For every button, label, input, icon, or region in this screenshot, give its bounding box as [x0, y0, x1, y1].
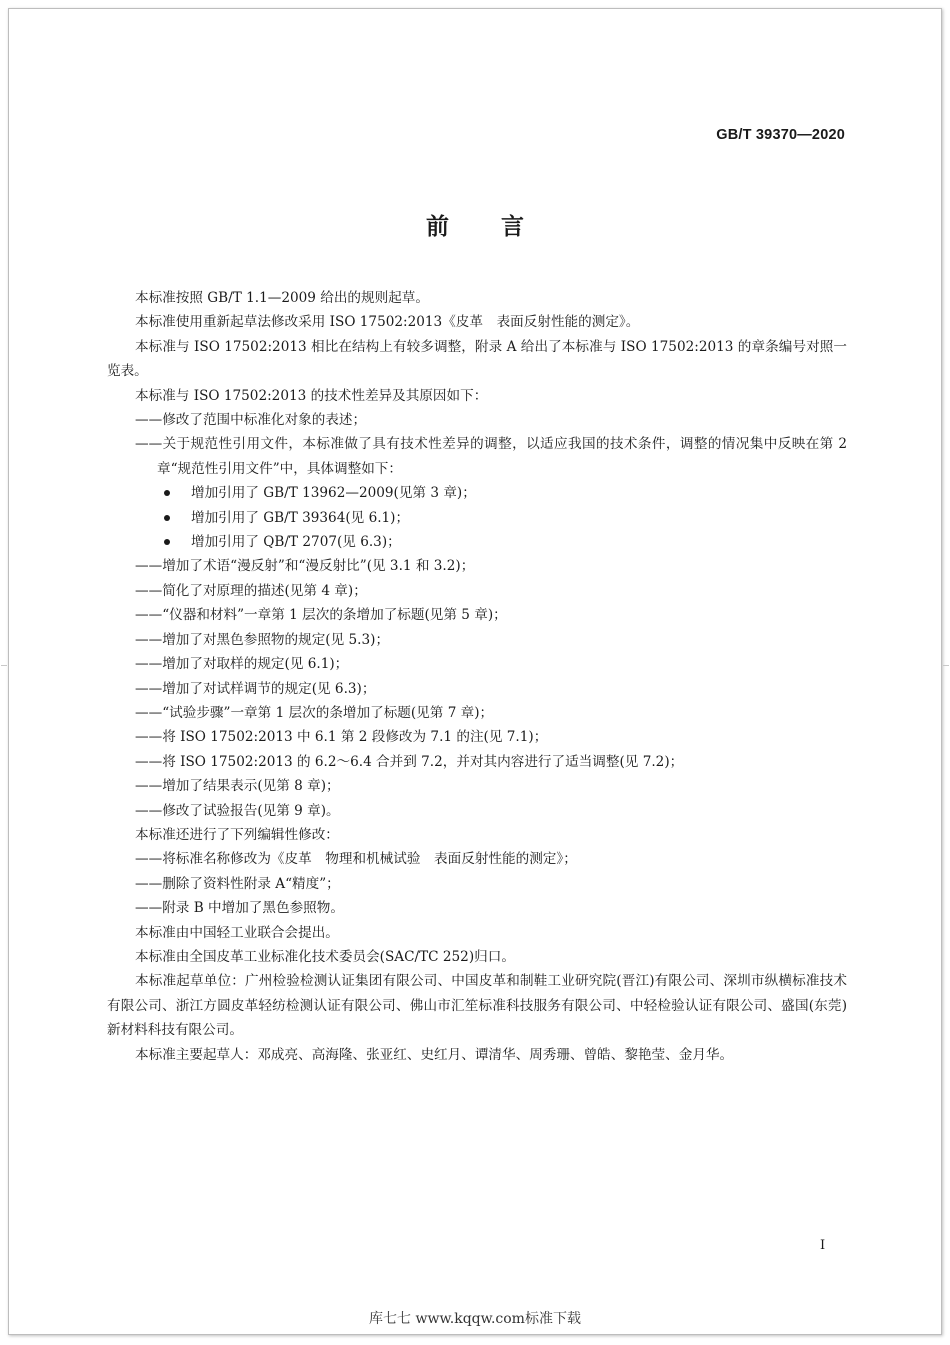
paragraph: 本标准按照 GB/T 1.1—2009 给出的规则起草。: [135, 290, 429, 306]
paragraph: 本标准使用重新起草法修改采用 ISO 17502:2013《皮革 表面反射性能的测定》。: [135, 314, 640, 331]
paragraph: 本标准起草单位：广州检验检测认证集团有限公司、中国皮革和制鞋工业研究院(晋江)有限公司、深圳市纵横标准技术有限公司、浙江方圆皮革轻纺检测认证有限公司、佛山市汇笙标准科技服务有限公司、中轻检验认证有限公司、盛国(东莞)新材料科技有限公司。: [107, 973, 847, 1039]
footer-watermark: 库七七 www.kqqw.com标准下载: [369, 1311, 581, 1327]
list-item: ——简化了对原理的描述(见第 4 章)；: [135, 582, 367, 599]
preface-body: [107, 286, 847, 1067]
paragraph: 本标准与 ISO 17502:2013 相比在结构上有较多调整，附录 A 给出了本标准与 ISO 17502:2013 的章条编号对照一览表。: [107, 338, 847, 380]
bullet-item: 增加引用了 GB/T 13962—2009(见第 3 章)；: [107, 481, 847, 505]
list-item: ——关于规范性引用文件，本标准做了具有技术性差异的调整，以适应我国的技术条件，调整的情况集中反映在第 2 章“规范性引用文件”中，具体调整如下：: [135, 436, 847, 477]
paragraph: 本标准由全国皮革工业标准化技术委员会(SAC/TC 252)归口。: [135, 948, 515, 965]
list-item: ——“试验步骤”一章第 1 层次的条增加了标题(见第 7 章)；: [135, 704, 494, 721]
list-item: ——增加了术语“漫反射”和“漫反射比”(见 3.1 和 3.2)；: [135, 558, 475, 575]
paragraph: 本标准主要起草人：邓成亮、高海隆、张亚红、史红月、谭清华、周秀珊、曾皓、黎艳莹、金月华。: [135, 1046, 734, 1063]
list-item: ——将 ISO 17502:2013 中 6.1 第 2 段修改为 7.1 的注(见 7.1)；: [135, 729, 548, 746]
page-number: I: [820, 1238, 826, 1253]
list-item: ——修改了试验报告(见第 9 章)。: [135, 802, 340, 819]
paragraph: 本标准与 ISO 17502:2013 的技术性差异及其原因如下：: [135, 387, 488, 404]
list-item: ——增加了结果表示(见第 8 章)；: [135, 778, 340, 795]
list-item: ——将标准名称修改为《皮革 物理和机械试验 表面反射性能的测定》；: [135, 851, 577, 868]
list-item: ——“仪器和材料”一章第 1 层次的条增加了标题(见第 5 章)；: [135, 607, 507, 624]
bullet-item: 增加引用了 GB/T 39364(见 6.1)；: [107, 506, 847, 530]
bullet-item: 增加引用了 QB/T 2707(见 6.3)；: [107, 530, 847, 554]
paragraph: 本标准由中国轻工业联合会提出。: [135, 924, 339, 941]
list-item: ——附录 B 中增加了黑色参照物。: [135, 900, 344, 917]
list-item: ——增加了对试样调节的规定(见 6.3)；: [135, 680, 376, 697]
page-title: 前言: [426, 214, 576, 240]
list-item: ——将 ISO 17502:2013 的 6.2～6.4 合并到 7.2，并对其内容进行了适当调整(见 7.2)；: [135, 753, 684, 770]
standard-number: GB/T 39370—2020: [716, 127, 845, 143]
list-item: ——删除了资料性附录 A“精度”；: [135, 875, 340, 892]
paragraph: 本标准还进行了下列编辑性修改：: [135, 826, 339, 843]
list-item: ——增加了对取样的规定(见 6.1)；: [135, 656, 349, 673]
list-item: ——增加了对黑色参照物的规定(见 5.3)；: [135, 631, 390, 648]
list-item: ——修改了范围中标准化对象的表述；: [135, 412, 367, 429]
